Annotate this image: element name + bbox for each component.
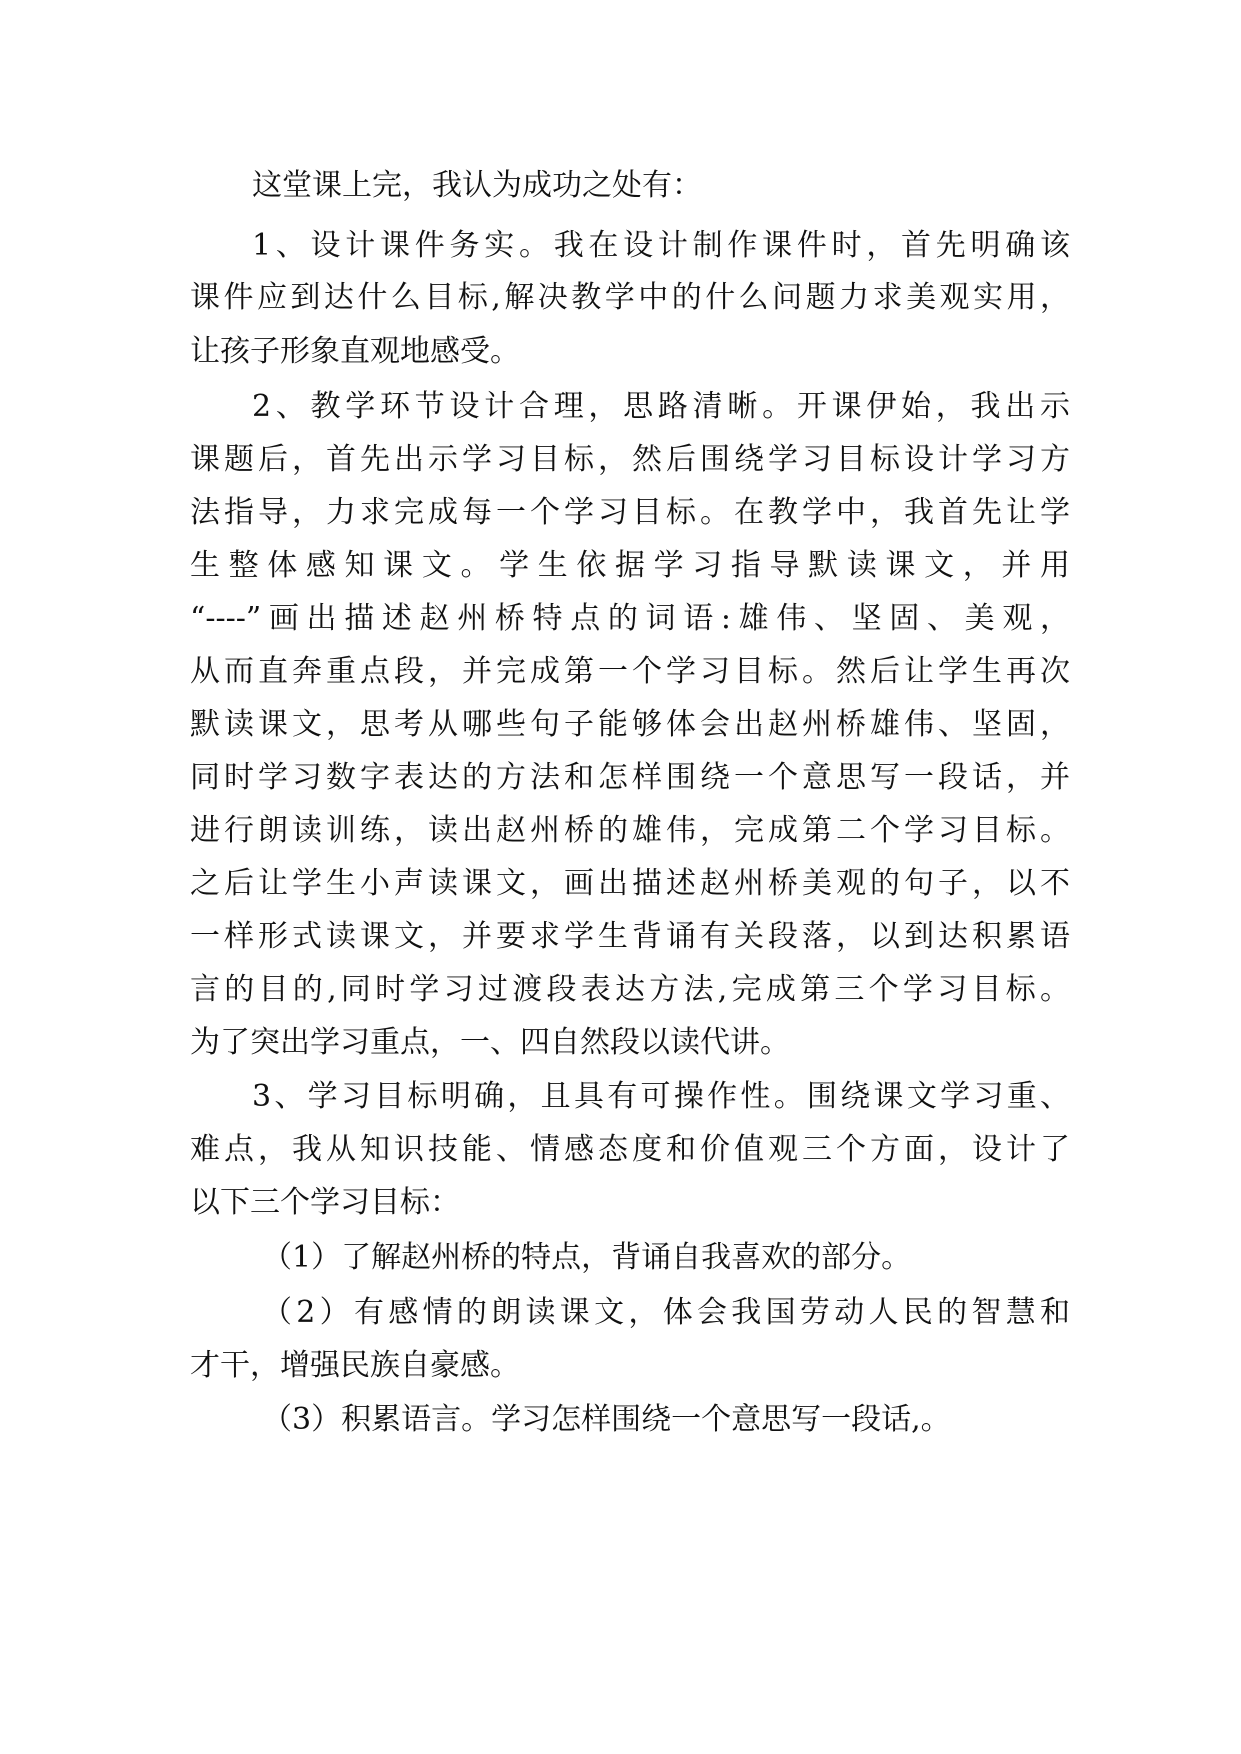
list-item-2: （2）有感情的朗读课文，体会我国劳动人民的智慧和 bbox=[262, 1295, 1070, 1330]
text-line: 2、教学环节设计合理，思路清晰。开课伊始，我出示 bbox=[252, 389, 1070, 424]
text-line: 之后让学生小声读课文，画出描述赵州桥美观的句子，以不 bbox=[190, 866, 1070, 901]
text-line: “----”画出描述赵州桥特点的词语:雄伟、坚固、美观， bbox=[190, 601, 1070, 636]
text-line: 一样形式读课文，并要求学生背诵有关段落，以到达积累语 bbox=[190, 919, 1070, 954]
text-line: 3、学习目标明确，且具有可操作性。围绕课文学习重、 bbox=[252, 1079, 1070, 1114]
text-line: 让孩子形象直观地感受。 bbox=[190, 334, 520, 369]
text-line: 课件应到达什么目标,解决教学中的什么问题力求美观实用， bbox=[190, 280, 1070, 315]
text-line: 以下三个学习目标： bbox=[190, 1185, 460, 1220]
text-line: 为了突出学习重点，一、四自然段以读代讲。 bbox=[190, 1025, 790, 1060]
text-line: 生整体感知课文。学生依据学习指导默读课文，并用 bbox=[190, 548, 1070, 583]
list-item-3: （3）积累语言。学习怎样围绕一个意思写一段话,。 bbox=[262, 1402, 951, 1437]
text-line: 同时学习数字表达的方法和怎样围绕一个意思写一段话，并 bbox=[190, 760, 1070, 795]
text-line: 1、设计课件务实。我在设计制作课件时，首先明确该 bbox=[252, 228, 1070, 263]
text-line: 课题后，首先出示学习目标，然后围绕学习目标设计学习方 bbox=[190, 442, 1070, 477]
text-line: 才干，增强民族自豪感。 bbox=[190, 1348, 520, 1383]
text-line: 难点，我从知识技能、情感态度和价值观三个方面，设计了 bbox=[190, 1132, 1070, 1167]
list-item-1: （1）了解赵州桥的特点，背诵自我喜欢的部分。 bbox=[262, 1240, 912, 1275]
text-line: 进行朗读训练，读出赵州桥的雄伟，完成第二个学习目标。 bbox=[190, 813, 1070, 848]
paragraph-intro: 这堂课上完，我认为成功之处有： bbox=[252, 168, 702, 203]
text-line: 法指导，力求完成每一个学习目标。在教学中，我首先让学 bbox=[190, 495, 1070, 530]
text-line: 从而直奔重点段，并完成第一个学习目标。然后让学生再次 bbox=[190, 654, 1070, 689]
text-line: 言的目的,同时学习过渡段表达方法,完成第三个学习目标。 bbox=[190, 972, 1070, 1007]
text-line: 默读课文，思考从哪些句子能够体会出赵州桥雄伟、坚固， bbox=[190, 707, 1070, 742]
